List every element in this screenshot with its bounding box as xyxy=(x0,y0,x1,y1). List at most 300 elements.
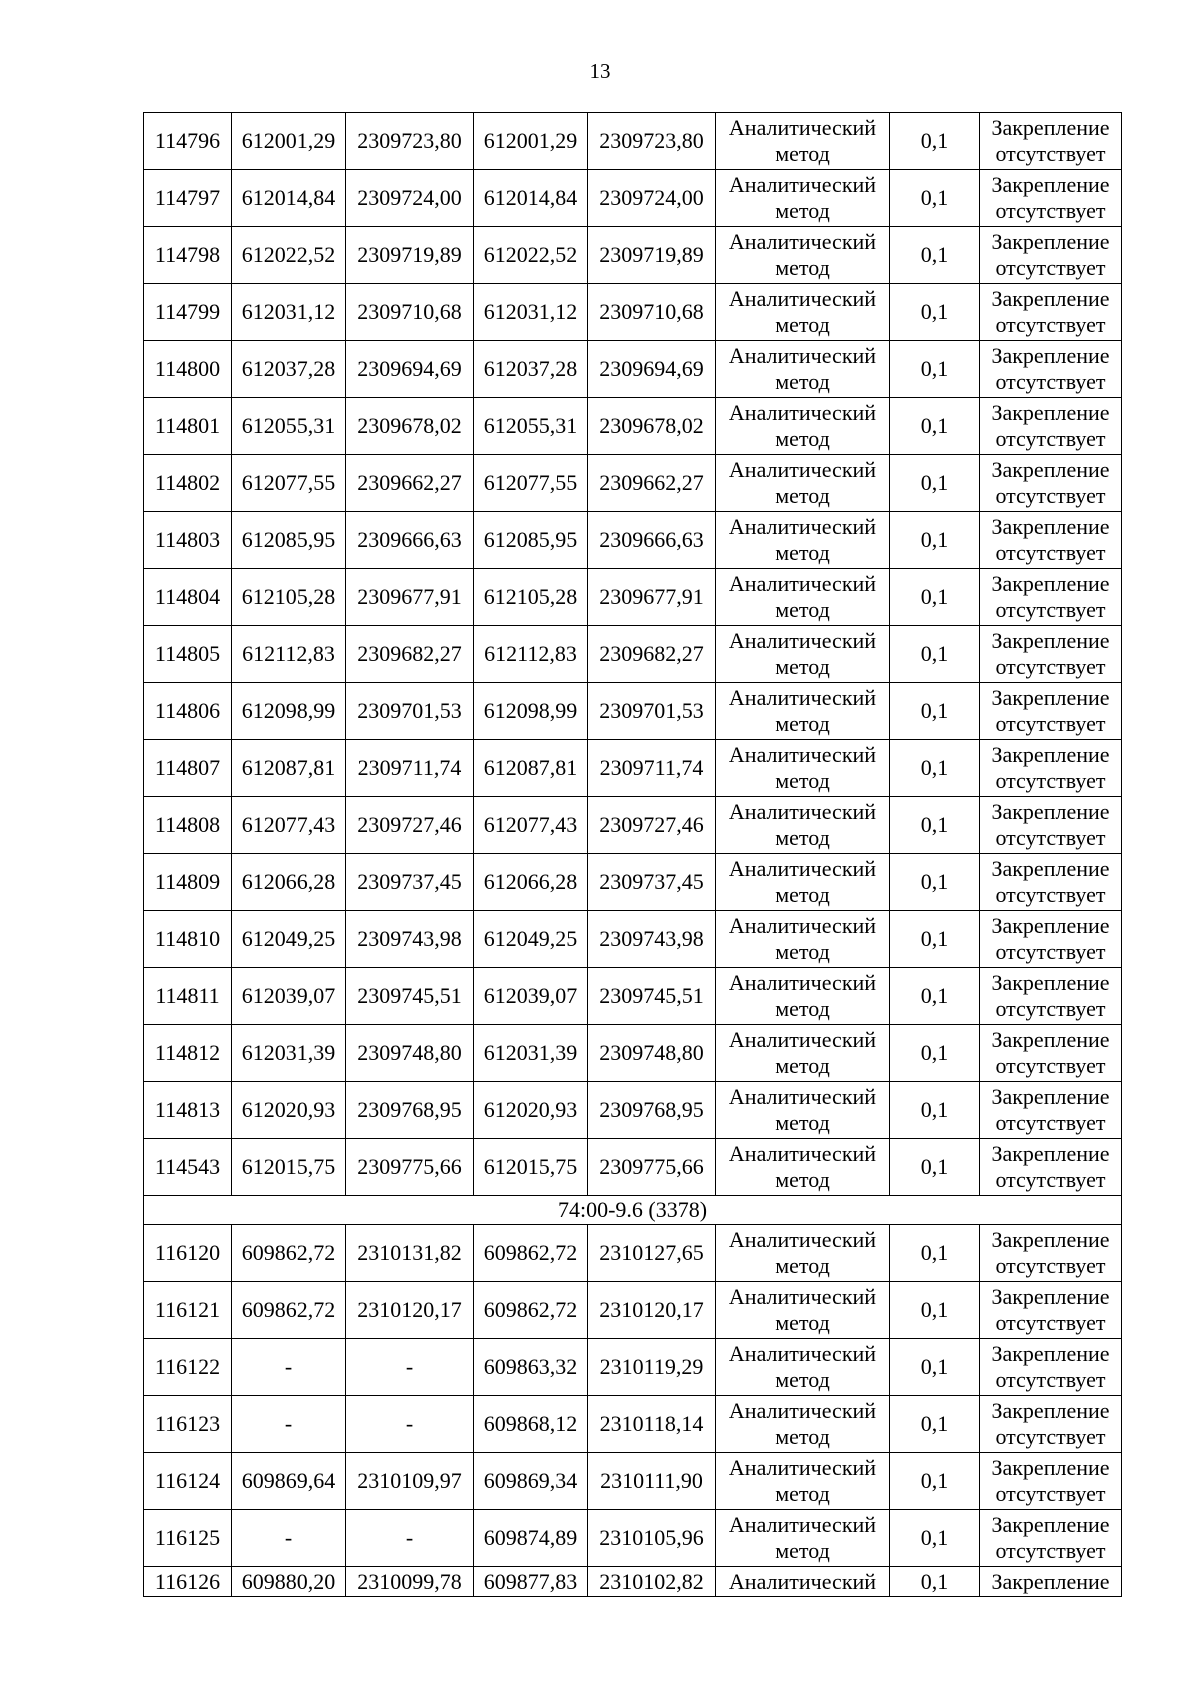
fixing-text: Закрепление xyxy=(991,742,1110,767)
fixing-text: Закрепление xyxy=(991,1455,1110,1480)
fixing-text: Закрепление xyxy=(991,913,1110,938)
fixing-cell xyxy=(980,512,1122,569)
fixing-cell xyxy=(980,455,1122,512)
y-refined-cell: 2310105,96 xyxy=(588,1510,716,1567)
fixing-cell xyxy=(980,1139,1122,1196)
point-number-cell: 116124 xyxy=(144,1453,232,1510)
x-existing-cell: 612015,75 xyxy=(232,1139,346,1196)
fixing-text: Закрепление xyxy=(991,799,1110,824)
table-row xyxy=(144,968,1122,1025)
fixing-cell xyxy=(980,797,1122,854)
table-body xyxy=(144,113,1122,1597)
method-text: Аналитический xyxy=(728,286,877,311)
x-existing-cell: 612020,93 xyxy=(232,1082,346,1139)
x-refined-cell: 609862,72 xyxy=(474,1282,588,1339)
table-row xyxy=(144,911,1122,968)
y-existing-cell: 2309666,63 xyxy=(346,512,474,569)
fixing-cell xyxy=(980,1225,1122,1282)
method-cell xyxy=(716,113,890,170)
table-row xyxy=(144,1282,1122,1339)
method-cell xyxy=(716,968,890,1025)
method-text: Аналитический xyxy=(728,571,877,596)
y-existing-cell: 2309724,00 xyxy=(346,170,474,227)
table-row xyxy=(144,740,1122,797)
method-cell xyxy=(716,854,890,911)
y-existing-cell: 2310131,82 xyxy=(346,1225,474,1282)
accuracy-cell: 0,1 xyxy=(890,1396,980,1453)
fixing-text: отсутствует xyxy=(995,312,1106,337)
fixing-cell xyxy=(980,1510,1122,1567)
fixing-cell xyxy=(980,1339,1122,1396)
method-cell xyxy=(716,1510,890,1567)
fixing-cell xyxy=(980,626,1122,683)
y-existing-cell: 2309662,27 xyxy=(346,455,474,512)
fixing-text: Закрепление xyxy=(991,400,1110,425)
accuracy-cell: 0,1 xyxy=(890,911,980,968)
fixing-text: отсутствует xyxy=(995,882,1106,907)
y-refined-cell: 2310118,14 xyxy=(588,1396,716,1453)
y-refined-cell: 2310102,82 xyxy=(588,1567,716,1597)
accuracy-cell: 0,1 xyxy=(890,455,980,512)
x-refined-cell: 612031,39 xyxy=(474,1025,588,1082)
method-text: метод xyxy=(775,198,830,223)
coordinates-table xyxy=(143,112,1122,1597)
y-existing-cell: 2309737,45 xyxy=(346,854,474,911)
fixing-text: Закрепление xyxy=(991,457,1110,482)
method-text: метод xyxy=(775,1167,830,1192)
fixing-cell xyxy=(980,113,1122,170)
y-existing-cell: - xyxy=(346,1396,474,1453)
point-number-cell: 114802 xyxy=(144,455,232,512)
fixing-cell xyxy=(980,1282,1122,1339)
x-existing-cell: 609862,72 xyxy=(232,1225,346,1282)
method-text: метод xyxy=(775,1310,830,1335)
fixing-text: отсутствует xyxy=(995,996,1106,1021)
accuracy-cell: 0,1 xyxy=(890,569,980,626)
fixing-text: Закрепление xyxy=(991,628,1110,653)
x-existing-cell: 612112,83 xyxy=(232,626,346,683)
fixing-text: отсутствует xyxy=(995,597,1106,622)
y-refined-cell: 2309711,74 xyxy=(588,740,716,797)
x-refined-cell: 612066,28 xyxy=(474,854,588,911)
x-existing-cell: 612087,81 xyxy=(232,740,346,797)
method-cell xyxy=(716,512,890,569)
fixing-cell xyxy=(980,911,1122,968)
method-text: метод xyxy=(775,654,830,679)
y-existing-cell: - xyxy=(346,1510,474,1567)
fixing-text: отсутствует xyxy=(995,1053,1106,1078)
y-refined-cell: 2309682,27 xyxy=(588,626,716,683)
x-refined-cell: 612037,28 xyxy=(474,341,588,398)
method-text: Аналитический xyxy=(728,1568,877,1594)
fixing-text: отсутствует xyxy=(995,768,1106,793)
y-existing-cell: 2309677,91 xyxy=(346,569,474,626)
y-refined-cell: 2309724,00 xyxy=(588,170,716,227)
method-cell xyxy=(716,911,890,968)
y-existing-cell: 2310120,17 xyxy=(346,1282,474,1339)
method-text: метод xyxy=(775,1053,830,1078)
point-number-cell: 114806 xyxy=(144,683,232,740)
fixing-text: Закрепление xyxy=(991,1568,1110,1594)
point-number-cell: 114808 xyxy=(144,797,232,854)
section-title: 74:00-9.6 (3378) xyxy=(144,1196,1122,1225)
point-number-cell: 114803 xyxy=(144,512,232,569)
point-number-cell: 114801 xyxy=(144,398,232,455)
fixing-text: отсутствует xyxy=(995,141,1106,166)
point-number-cell: 114796 xyxy=(144,113,232,170)
method-cell xyxy=(716,341,890,398)
fixing-cell xyxy=(980,1453,1122,1510)
fixing-text: Закрепление xyxy=(991,286,1110,311)
fixing-cell xyxy=(980,341,1122,398)
y-existing-cell: 2309745,51 xyxy=(346,968,474,1025)
y-refined-cell: 2309748,80 xyxy=(588,1025,716,1082)
fixing-text: отсутствует xyxy=(995,198,1106,223)
method-cell xyxy=(716,1282,890,1339)
fixing-cell xyxy=(980,1567,1122,1597)
point-number-cell: 114797 xyxy=(144,170,232,227)
y-existing-cell: 2309775,66 xyxy=(346,1139,474,1196)
table-row xyxy=(144,1339,1122,1396)
y-refined-cell: 2310120,17 xyxy=(588,1282,716,1339)
method-text: Аналитический xyxy=(728,799,877,824)
method-text: метод xyxy=(775,483,830,508)
y-existing-cell: 2309723,80 xyxy=(346,113,474,170)
accuracy-cell: 0,1 xyxy=(890,683,980,740)
fixing-text: отсутствует xyxy=(995,255,1106,280)
method-cell xyxy=(716,626,890,683)
fixing-text: Закрепление xyxy=(991,1027,1110,1052)
fixing-cell xyxy=(980,1025,1122,1082)
accuracy-cell: 0,1 xyxy=(890,227,980,284)
point-number-cell: 114805 xyxy=(144,626,232,683)
method-text: метод xyxy=(775,939,830,964)
fixing-text: отсутствует xyxy=(995,1310,1106,1335)
y-existing-cell: 2309748,80 xyxy=(346,1025,474,1082)
y-existing-cell: 2309678,02 xyxy=(346,398,474,455)
y-existing-cell: - xyxy=(346,1339,474,1396)
method-text: Аналитический xyxy=(728,457,877,482)
x-existing-cell: 612055,31 xyxy=(232,398,346,455)
method-text: Аналитический xyxy=(728,1455,877,1480)
accuracy-cell: 0,1 xyxy=(890,968,980,1025)
fixing-cell xyxy=(980,1396,1122,1453)
point-number-cell: 114813 xyxy=(144,1082,232,1139)
fixing-text: отсутствует xyxy=(995,1538,1106,1563)
point-number-cell: 114799 xyxy=(144,284,232,341)
y-refined-cell: 2309723,80 xyxy=(588,113,716,170)
accuracy-cell: 0,1 xyxy=(890,797,980,854)
x-refined-cell: 612077,55 xyxy=(474,455,588,512)
x-refined-cell: 612087,81 xyxy=(474,740,588,797)
method-text: метод xyxy=(775,882,830,907)
fixing-text: отсутствует xyxy=(995,1367,1106,1392)
table-row xyxy=(144,1082,1122,1139)
fixing-text: Закрепление xyxy=(991,1284,1110,1309)
y-refined-cell: 2309743,98 xyxy=(588,911,716,968)
method-text: Аналитический xyxy=(728,742,877,767)
method-cell xyxy=(716,683,890,740)
method-text: Аналитический xyxy=(728,1084,877,1109)
y-refined-cell: 2309666,63 xyxy=(588,512,716,569)
table-row xyxy=(144,1396,1122,1453)
x-existing-cell: 612077,43 xyxy=(232,797,346,854)
method-text: метод xyxy=(775,540,830,565)
fixing-text: Закрепление xyxy=(991,1398,1110,1423)
x-existing-cell: 612049,25 xyxy=(232,911,346,968)
method-text: Аналитический xyxy=(728,343,877,368)
method-cell xyxy=(716,1453,890,1510)
fixing-text: Закрепление xyxy=(991,343,1110,368)
y-refined-cell: 2309678,02 xyxy=(588,398,716,455)
page-number: 13 xyxy=(589,59,611,83)
x-refined-cell: 612001,29 xyxy=(474,113,588,170)
x-refined-cell: 609874,89 xyxy=(474,1510,588,1567)
y-refined-cell: 2309694,69 xyxy=(588,341,716,398)
y-existing-cell: 2309768,95 xyxy=(346,1082,474,1139)
table-row xyxy=(144,512,1122,569)
fixing-text: отсутствует xyxy=(995,711,1106,736)
method-text: Аналитический xyxy=(728,970,877,995)
x-existing-cell: 612098,99 xyxy=(232,683,346,740)
x-refined-cell: 612077,43 xyxy=(474,797,588,854)
y-existing-cell: 2309727,46 xyxy=(346,797,474,854)
y-existing-cell: 2309701,53 xyxy=(346,683,474,740)
method-cell xyxy=(716,569,890,626)
method-cell xyxy=(716,398,890,455)
point-number-cell: 114804 xyxy=(144,569,232,626)
point-number-cell: 114810 xyxy=(144,911,232,968)
fixing-cell xyxy=(980,968,1122,1025)
fixing-text: Закрепление xyxy=(991,1227,1110,1252)
y-refined-cell: 2309719,89 xyxy=(588,227,716,284)
x-refined-cell: 612039,07 xyxy=(474,968,588,1025)
x-refined-cell: 612098,99 xyxy=(474,683,588,740)
method-text: Аналитический xyxy=(728,115,877,140)
x-existing-cell: 612085,95 xyxy=(232,512,346,569)
y-existing-cell: 2310109,97 xyxy=(346,1453,474,1510)
method-cell xyxy=(716,1567,890,1597)
fixing-text: отсутствует xyxy=(995,939,1106,964)
accuracy-cell: 0,1 xyxy=(890,1339,980,1396)
fixing-text: отсутствует xyxy=(995,369,1106,394)
point-number-cell: 116122 xyxy=(144,1339,232,1396)
method-text: Аналитический xyxy=(728,514,877,539)
method-text: метод xyxy=(775,768,830,793)
table-row xyxy=(144,284,1122,341)
y-refined-cell: 2309710,68 xyxy=(588,284,716,341)
fixing-cell xyxy=(980,398,1122,455)
y-refined-cell: 2309737,45 xyxy=(588,854,716,911)
method-cell xyxy=(716,170,890,227)
fixing-text: Закрепление xyxy=(991,571,1110,596)
accuracy-cell: 0,1 xyxy=(890,170,980,227)
method-text: метод xyxy=(775,597,830,622)
y-refined-cell: 2309701,53 xyxy=(588,683,716,740)
table-row xyxy=(144,341,1122,398)
accuracy-cell: 0,1 xyxy=(890,113,980,170)
table-row xyxy=(144,854,1122,911)
x-existing-cell: 612077,55 xyxy=(232,455,346,512)
x-refined-cell: 612049,25 xyxy=(474,911,588,968)
method-text: Аналитический xyxy=(728,1227,877,1252)
y-existing-cell: 2309694,69 xyxy=(346,341,474,398)
method-text: метод xyxy=(775,1110,830,1135)
x-refined-cell: 609869,34 xyxy=(474,1453,588,1510)
y-refined-cell: 2309727,46 xyxy=(588,797,716,854)
fixing-text: Закрепление xyxy=(991,1341,1110,1366)
method-text: Аналитический xyxy=(728,172,877,197)
x-existing-cell: 612014,84 xyxy=(232,170,346,227)
method-text: Аналитический xyxy=(728,1027,877,1052)
method-text: метод xyxy=(775,1481,830,1506)
method-cell xyxy=(716,284,890,341)
table-row xyxy=(144,398,1122,455)
method-text: метод xyxy=(775,1424,830,1449)
accuracy-cell: 0,1 xyxy=(890,284,980,341)
x-existing-cell: - xyxy=(232,1396,346,1453)
accuracy-cell: 0,1 xyxy=(890,1225,980,1282)
fixing-text: отсутствует xyxy=(995,1253,1106,1278)
table-row xyxy=(144,227,1122,284)
accuracy-cell: 0,1 xyxy=(890,740,980,797)
method-cell xyxy=(716,1339,890,1396)
y-existing-cell: 2309719,89 xyxy=(346,227,474,284)
table-row xyxy=(144,1567,1122,1597)
x-existing-cell: 612001,29 xyxy=(232,113,346,170)
x-existing-cell: - xyxy=(232,1339,346,1396)
method-text: Аналитический xyxy=(728,628,877,653)
fixing-cell xyxy=(980,854,1122,911)
fixing-text: Закрепление xyxy=(991,229,1110,254)
table-row xyxy=(144,1453,1122,1510)
table-row xyxy=(144,569,1122,626)
method-cell xyxy=(716,797,890,854)
method-text: Аналитический xyxy=(728,1284,877,1309)
method-text: метод xyxy=(775,1367,830,1392)
table-row xyxy=(144,1025,1122,1082)
table-row xyxy=(144,113,1122,170)
y-refined-cell: 2309745,51 xyxy=(588,968,716,1025)
x-existing-cell: 612066,28 xyxy=(232,854,346,911)
method-text: метод xyxy=(775,255,830,280)
table-row xyxy=(144,626,1122,683)
y-refined-cell: 2309775,66 xyxy=(588,1139,716,1196)
point-number-cell: 116121 xyxy=(144,1282,232,1339)
method-text: Аналитический xyxy=(728,1141,877,1166)
x-refined-cell: 612015,75 xyxy=(474,1139,588,1196)
y-refined-cell: 2309768,95 xyxy=(588,1082,716,1139)
method-cell xyxy=(716,227,890,284)
fixing-text: Закрепление xyxy=(991,115,1110,140)
x-refined-cell: 609863,32 xyxy=(474,1339,588,1396)
x-existing-cell: 612031,39 xyxy=(232,1025,346,1082)
point-number-cell: 114800 xyxy=(144,341,232,398)
fixing-text: отсутствует xyxy=(995,426,1106,451)
y-existing-cell: 2309743,98 xyxy=(346,911,474,968)
y-refined-cell: 2310127,65 xyxy=(588,1225,716,1282)
point-number-cell: 114812 xyxy=(144,1025,232,1082)
method-text: Аналитический xyxy=(728,913,877,938)
point-number-cell: 114807 xyxy=(144,740,232,797)
x-refined-cell: 612105,28 xyxy=(474,569,588,626)
method-cell xyxy=(716,1139,890,1196)
x-existing-cell: 612039,07 xyxy=(232,968,346,1025)
point-number-cell: 116120 xyxy=(144,1225,232,1282)
fixing-text: Закрепление xyxy=(991,514,1110,539)
fixing-cell xyxy=(980,740,1122,797)
x-existing-cell: 612022,52 xyxy=(232,227,346,284)
fixing-text: Закрепление xyxy=(991,970,1110,995)
x-existing-cell: 609869,64 xyxy=(232,1453,346,1510)
fixing-cell xyxy=(980,683,1122,740)
table-row xyxy=(144,683,1122,740)
fixing-text: Закрепление xyxy=(991,856,1110,881)
method-cell xyxy=(716,455,890,512)
method-text: метод xyxy=(775,369,830,394)
method-cell xyxy=(716,1025,890,1082)
point-number-cell: 114809 xyxy=(144,854,232,911)
fixing-cell xyxy=(980,170,1122,227)
fixing-cell xyxy=(980,1082,1122,1139)
fixing-text: отсутствует xyxy=(995,825,1106,850)
x-refined-cell: 609862,72 xyxy=(474,1225,588,1282)
table-row xyxy=(144,1225,1122,1282)
fixing-cell xyxy=(980,569,1122,626)
fixing-text: отсутствует xyxy=(995,1167,1106,1192)
x-existing-cell: 609880,20 xyxy=(232,1567,346,1597)
point-number-cell: 116123 xyxy=(144,1396,232,1453)
method-text: Аналитический xyxy=(728,229,877,254)
method-text: Аналитический xyxy=(728,1512,877,1537)
fixing-text: Закрепление xyxy=(991,172,1110,197)
accuracy-cell: 0,1 xyxy=(890,1082,980,1139)
x-existing-cell: 609862,72 xyxy=(232,1282,346,1339)
point-number-cell: 114811 xyxy=(144,968,232,1025)
table-row xyxy=(144,455,1122,512)
x-refined-cell: 612022,52 xyxy=(474,227,588,284)
accuracy-cell: 0,1 xyxy=(890,1453,980,1510)
fixing-text: отсутствует xyxy=(995,1424,1106,1449)
fixing-text: отсутствует xyxy=(995,483,1106,508)
method-text: Аналитический xyxy=(728,685,877,710)
x-refined-cell: 609868,12 xyxy=(474,1396,588,1453)
accuracy-cell: 0,1 xyxy=(890,512,980,569)
fixing-cell xyxy=(980,227,1122,284)
fixing-text: Закрепление xyxy=(991,1141,1110,1166)
fixing-cell xyxy=(980,284,1122,341)
method-text: Аналитический xyxy=(728,400,877,425)
fixing-text: отсутствует xyxy=(995,1481,1106,1506)
method-text: метод xyxy=(775,141,830,166)
method-cell xyxy=(716,740,890,797)
table-row xyxy=(144,170,1122,227)
accuracy-cell: 0,1 xyxy=(890,626,980,683)
accuracy-cell: 0,1 xyxy=(890,398,980,455)
section-header-row xyxy=(144,1196,1122,1225)
method-text: метод xyxy=(775,996,830,1021)
accuracy-cell: 0,1 xyxy=(890,1139,980,1196)
fixing-text: отсутствует xyxy=(995,540,1106,565)
fixing-text: отсутствует xyxy=(995,1110,1106,1135)
x-refined-cell: 612014,84 xyxy=(474,170,588,227)
fixing-text: Закрепление xyxy=(991,1512,1110,1537)
method-text: метод xyxy=(775,1538,830,1563)
y-existing-cell: 2310099,78 xyxy=(346,1567,474,1597)
method-text: метод xyxy=(775,426,830,451)
x-existing-cell: - xyxy=(232,1510,346,1567)
x-refined-cell: 612085,95 xyxy=(474,512,588,569)
